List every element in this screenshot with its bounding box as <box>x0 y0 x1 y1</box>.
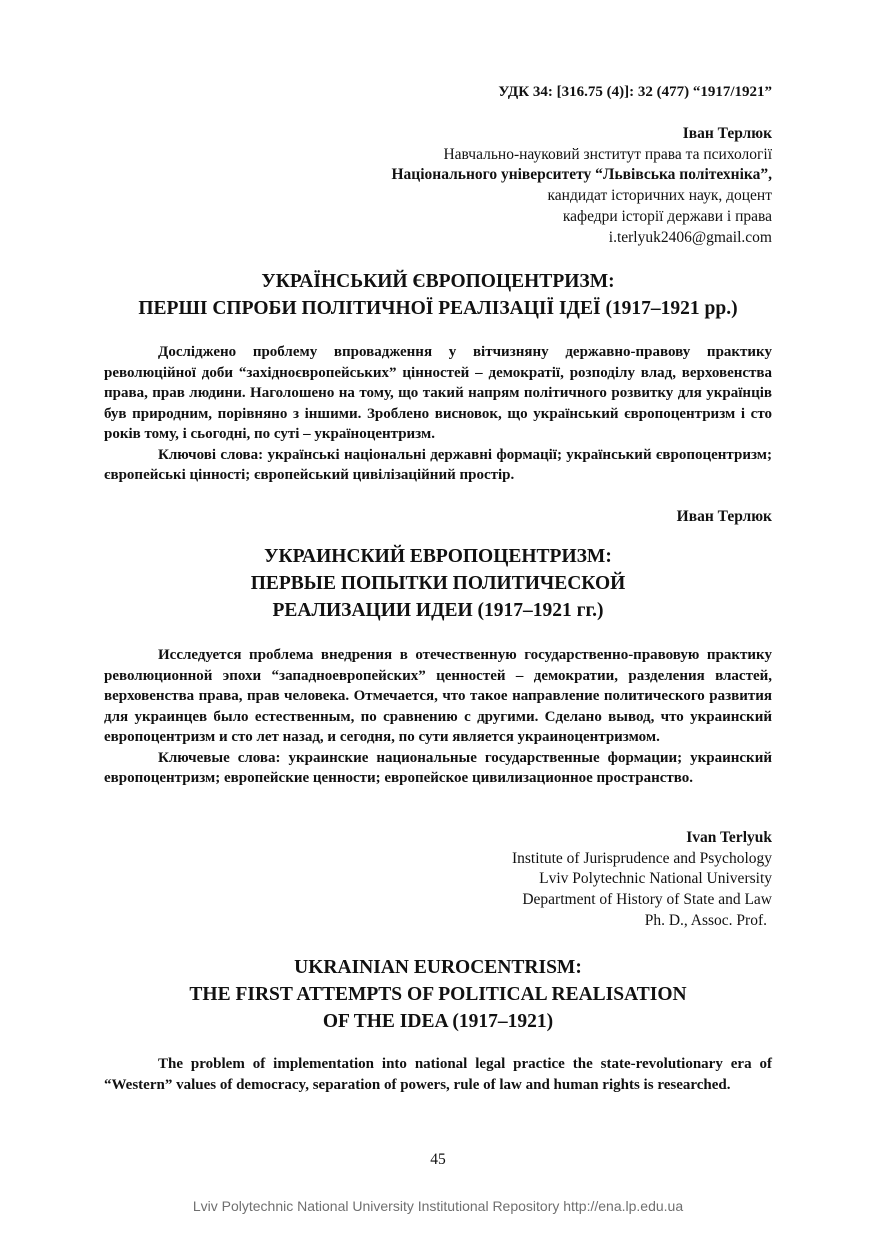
ru-title-line: УКРАИНСКИЙ ЕВРОПОЦЕНТРИЗМ: <box>264 546 612 567</box>
en-title-line: THE FIRST ATTEMPTS OF POLITICAL REALISATION <box>189 984 687 1005</box>
ua-affiliation-university: Національного університету “Львівська політехніка”, <box>391 166 772 184</box>
ru-keywords: Ключевые слова: украинские национальные государственные формации; украинский европоцентризм; европейские ценности; европейское цивилизационное пространство. <box>104 749 772 786</box>
ua-affiliation-degree: кандидат історичних наук, доцент <box>547 187 772 205</box>
en-affiliation-institute: Institute of Jurisprudence and Psychology <box>511 849 772 867</box>
ua-abstract <box>104 342 772 486</box>
en-title <box>104 954 772 1035</box>
ru-title-line: ПЕРВЫЕ ПОПЫТКИ ПОЛИТИЧЕСКОЙ <box>250 573 626 594</box>
udk-code: УДК 34: [316.75 (4)]: 32 (477) “1917/1921” <box>498 84 772 100</box>
en-title-line: UKRAINIAN EUROCENTRISM: <box>294 957 582 978</box>
page-number: 45 <box>430 1151 446 1168</box>
en-author-block <box>512 828 772 932</box>
en-affiliation-university: Lviv Polytechnic National University <box>539 870 772 888</box>
en-author-name: Ivan Terlyuk <box>686 829 772 846</box>
en-affiliation-degree: Ph. D., Assoc. Prof. <box>644 911 767 929</box>
ru-abstract <box>104 645 772 789</box>
en-affiliation-department: Department of History of State and Law <box>522 891 772 909</box>
ua-author-block <box>391 124 772 248</box>
en-abstract-text: The problem of implementation into national legal practice the state-revolutionary era of “Western” values of democracy, separation of powers, rule of law and human rights is researched. <box>104 1056 772 1093</box>
repository-footer: Lviv Polytechnic National University Institutional Repository http://ena.lp.edu.ua <box>192 1198 684 1214</box>
en-abstract <box>104 1054 772 1095</box>
ua-author-name: Іван Терлюк <box>682 125 772 142</box>
ru-title <box>104 543 772 624</box>
ua-keywords: Ключові слова: українські національні державні формації; український європоцентризм; європейські цінності; європейський цивілізаційний простір. <box>104 446 772 483</box>
ru-author-name: Иван Терлюк <box>676 508 772 525</box>
ua-author-email: i.terlyuk2406@gmail.com <box>608 228 772 246</box>
ua-title-line: ПЕРШІ СПРОБИ ПОЛІТИЧНОЇ РЕАЛІЗАЦІЇ ІДЕЇ (1917–1921 рр.) <box>138 298 738 319</box>
ua-affiliation-institute: Навчально-науковий знститут права та психології <box>443 145 772 163</box>
paper-page <box>104 0 772 1240</box>
ua-abstract-text: Досліджено проблему впровадження у вітчизняну державно-правову практику революційної доби “західноєвропейських” цінностей – демократії, розподілу влад, верховенства права, прав людини. Наголошено на тому, що такий напрям політичного розвитку для українців був природним, порівняно з іншими. Зроблено висновок, що український європоцентризм і сто років тому, і сьогодні, по суті – україноцентризм. <box>104 344 772 442</box>
en-title-line: OF THE IDEA (1917–1921) <box>322 1011 554 1032</box>
ua-title <box>104 268 772 322</box>
ua-title-line: УКРАЇНСЬКИЙ ЄВРОПОЦЕНТРИЗМ: <box>261 271 615 292</box>
ua-affiliation-department: кафедри історії держави і права <box>562 207 772 225</box>
ru-abstract-text: Исследуется проблема внедрения в отечественную государственно-правовую практику революционной эпохи “западноевропейских” ценностей – демократии, разделения властей, верховенства права, прав человека. Отмечается, что такое направление политического развития для украинцев было естественным, по сравнению с другими. Сделано вывод, что украинский европоцентризм и сто лет назад, и сегодня, по сути является украиноцентризмом. <box>104 647 772 745</box>
ru-title-line: РЕАЛИЗАЦИИ ИДЕИ (1917–1921 гг.) <box>272 600 604 621</box>
